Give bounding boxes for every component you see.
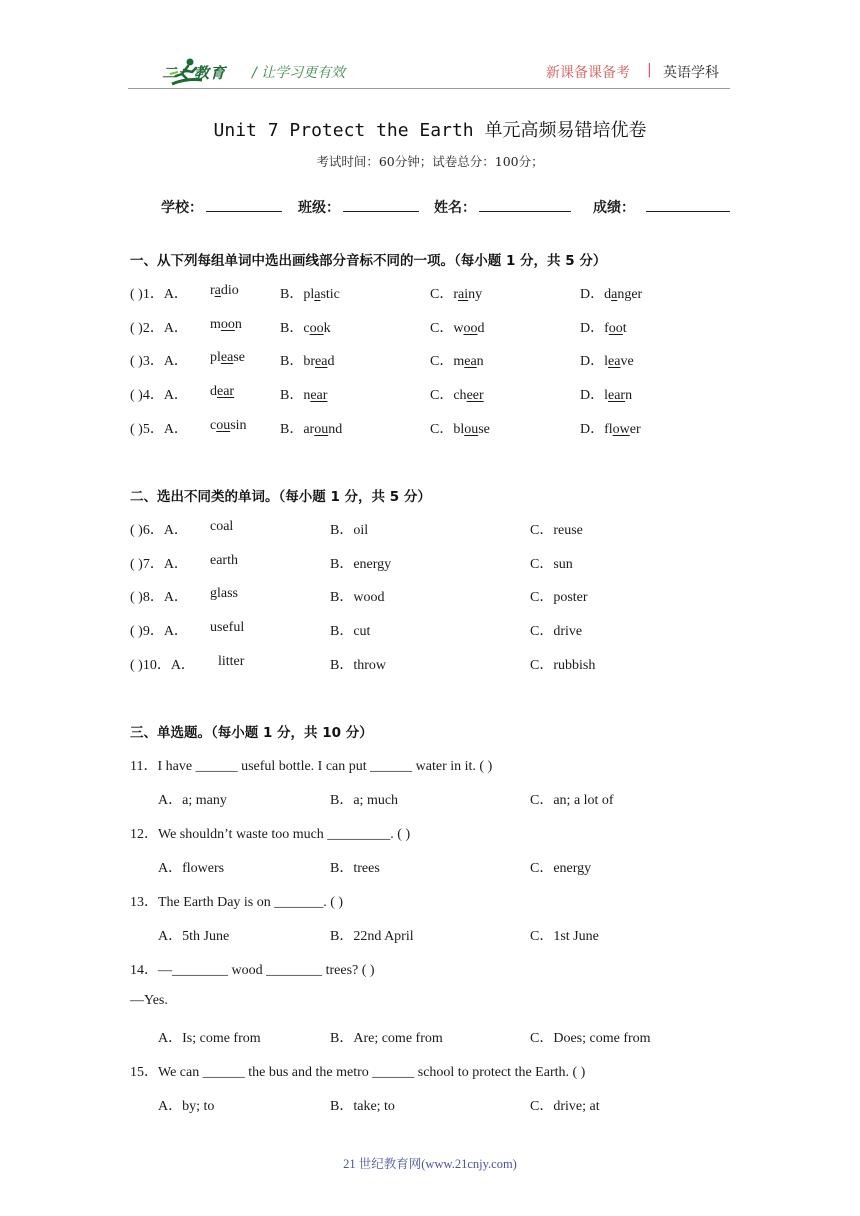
option-b: B．trees [330,861,380,876]
underlined-letters: ea [220,350,234,366]
option-d: D．foot [580,320,627,336]
logo-text: 二一教育 [162,64,227,82]
answer-line: —Yes. [130,993,168,1008]
option-b: B．cut [330,624,371,640]
option-b: B．throw [330,657,386,673]
underlined-letters: oo [309,320,324,336]
score-label: 成绩： [593,200,635,216]
question-number: ( )9．A． [130,624,188,640]
school-blank[interactable] [206,211,282,212]
option-a: A．Is; come from [158,1031,261,1046]
option-a: A．by; to [158,1099,215,1114]
option-c: C．mean [430,354,484,370]
option-c: C．rubbish [530,657,596,673]
school-label: 学校： [161,200,203,216]
option-a: please [210,350,245,366]
option-a: A．flowers [158,861,225,876]
slogan: / 让学习更有效 [252,65,346,81]
option-a: litter [218,653,245,669]
section-1-heading: 一、从下列每组单词中选出画线部分音标不同的一项。（每小题 1 分，共 5 分） [130,253,607,269]
question-number: ( )6．A． [130,523,188,538]
page-subtitle: 考试时间：60分钟；试卷总分：100分； [316,154,544,169]
underlined-letters: a [611,287,618,302]
option-a: cousin [210,417,247,433]
option-a: A．a; many [158,793,227,808]
underlined-letters: oo [608,320,623,336]
option-d: D．leave [580,354,634,370]
underlined-letters: ai [458,287,469,302]
section-3-heading: 三、单选题。（每小题 1 分，共 10 分） [130,725,373,741]
option-a: coal [210,519,234,534]
option-a: useful [210,620,245,636]
underlined-letters: ea [315,354,328,370]
page-title: Unit 7 Protect the Earth 单元高频易错培优卷 [213,120,647,141]
option-b: B．oil [330,523,369,538]
option-c: C．cheer [430,388,484,404]
option-b: B．take; to [330,1099,395,1114]
question-number: ( )8．A． [130,590,188,606]
underlined-letters: ea [464,354,477,370]
question-number: ( )7．A． [130,556,188,572]
question-stem: 14．—________ wood ________ trees? ( ) [130,963,375,978]
underlined-letters: a [214,283,221,298]
option-c: C．sun [530,556,573,572]
option-a: moon [210,316,242,332]
underlined-letters: ou [464,421,479,437]
name-label: 姓名： [434,200,476,216]
option-b: B．plastic [280,287,340,302]
option-a: dear [210,384,235,400]
header-separator: | [647,62,652,78]
underlined-letters: oo [220,316,235,332]
option-a: earth [210,552,238,568]
underlined-letters: ou [314,421,329,437]
underlined-letters: ear [217,384,235,400]
question-number: ( )1．A． [130,287,188,302]
header-subject: 英语学科 [663,65,719,81]
score-blank[interactable] [646,211,730,212]
option-b: B．bread [280,354,335,370]
question-number: ( )4．A． [130,388,188,404]
option-c: C．energy [530,861,592,876]
header-divider [128,88,730,89]
option-b: B．near [280,388,328,404]
underlined-letters: ou [216,417,231,433]
underlined-letters: oo [463,320,478,336]
option-c: C．poster [530,590,588,606]
option-b: B．a; much [330,793,399,808]
option-a: A．5th June [158,929,230,944]
underlined-letters: ea [608,354,621,370]
option-c: C．reuse [530,523,583,538]
underlined-letters: ow [612,421,630,437]
question-stem: 13．The Earth Day is on _______. ( ) [130,895,344,910]
option-b: B．Are; come from [330,1031,443,1046]
option-b: B．around [280,421,343,437]
underlined-letters: a [314,287,321,302]
option-b: B．wood [330,590,385,606]
question-number: ( )2．A． [130,320,188,336]
option-b: B．cook [280,320,331,336]
question-stem: 12．We shouldn’t waste too much _________. ( ) [130,827,411,842]
question-number: ( )10．A． [130,657,195,673]
option-c: C．wood [430,320,485,336]
underlined-letters: ear [310,388,328,404]
question-stem: 15．We can ______ the bus and the metro ______ school to protect the Earth. ( ) [130,1065,586,1080]
option-c: C．blouse [430,421,490,437]
underlined-letters: eer [466,388,484,404]
question-number: ( )5．A． [130,421,188,437]
option-c: C．drive; at [530,1099,600,1114]
option-b: B．energy [330,556,392,572]
option-b: B．22nd April [330,929,414,944]
name-blank[interactable] [479,211,571,212]
option-a: radio [210,283,239,298]
class-blank[interactable] [343,211,419,212]
option-c: C．Does; come from [530,1031,651,1046]
option-c: C．rainy [430,287,483,302]
option-d: D．danger [580,287,643,302]
section-2-heading: 二、选出不同类的单词。（每小题 1 分，共 5 分） [130,489,431,505]
footer: 21 世纪教育网(www.21cnjy.com) [343,1157,517,1171]
underlined-letters: ear [608,388,626,404]
option-a: glass [210,586,238,602]
class-label: 班级： [298,200,340,216]
option-d: D．flower [580,421,641,437]
question-stem: 11．I have ______ useful bottle. I can put ______ water in it. ( ) [130,759,493,774]
option-c: C．an; a lot of [530,793,614,808]
option-c: C．drive [530,624,583,640]
header-label: 新课备课备考 [546,65,630,81]
option-d: D．learn [580,388,633,404]
question-number: ( )3．A． [130,354,188,370]
option-c: C．1st June [530,929,599,944]
